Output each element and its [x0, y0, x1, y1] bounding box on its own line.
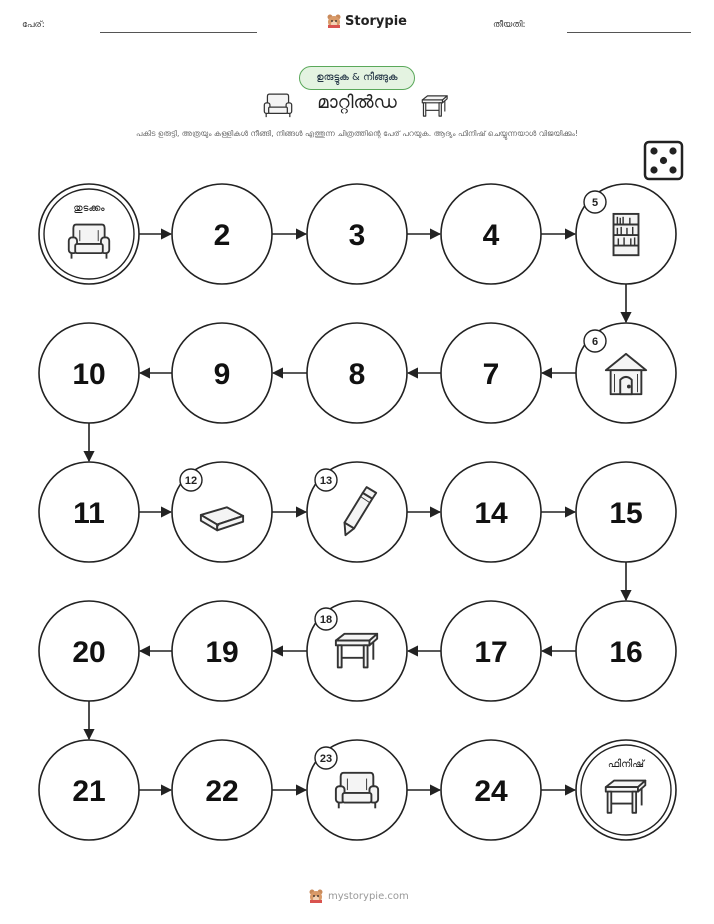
board-space-9[interactable]: [172, 323, 272, 423]
logo-text: Storypie: [345, 13, 407, 29]
bookshelf-icon: [614, 214, 639, 255]
armchair-icon: [336, 773, 378, 809]
armchair-icon: [69, 225, 109, 259]
board-space-14[interactable]: [441, 462, 541, 562]
date-label: തീയതി:: [493, 20, 526, 30]
board-space-19[interactable]: [172, 601, 272, 701]
space-number: 17: [474, 636, 508, 669]
board-space-6[interactable]: [576, 323, 676, 423]
activity-badge: ഉരുട്ടുക & നീങ്ങുക: [299, 66, 415, 90]
space-number: 11: [73, 497, 105, 530]
board-space-4[interactable]: [441, 184, 541, 284]
space-number: 22: [205, 775, 239, 808]
board-space-15[interactable]: [576, 462, 676, 562]
space-number: 2: [213, 219, 231, 252]
space-number: 20: [72, 636, 106, 669]
space-number: 15: [609, 497, 643, 530]
board-space-21[interactable]: [39, 740, 139, 840]
space-number: 24: [474, 775, 508, 808]
space-number: 7: [482, 358, 500, 391]
space-number: 6: [591, 336, 599, 348]
board-space-8[interactable]: [307, 323, 407, 423]
bear-logo-icon: [308, 888, 324, 904]
page-title: മാറ്റിൽഡ: [317, 92, 397, 113]
board-space-3[interactable]: [307, 184, 407, 284]
board-space-10[interactable]: [39, 323, 139, 423]
board-space-17[interactable]: [441, 601, 541, 701]
space-number: 23: [319, 753, 333, 765]
board-space-20[interactable]: [39, 601, 139, 701]
board-space-11[interactable]: [39, 462, 139, 562]
space-number: 12: [184, 475, 198, 487]
footer: [308, 888, 409, 904]
instructions: പകിട ഉരുട്ടി, അത്രയും കള്ളികൾ നീങ്ങി, നിങ്ങൾ എത്തുന്ന ചിത്രത്തിന്റെ പേര് പറയുക. ആദ്യം ഫിനിഷ് ചെയ്യുന്നയാൾ വിജയിക്കും!: [135, 129, 579, 138]
board-space-2[interactable]: [172, 184, 272, 284]
finish-label: ഫിനിഷ്: [607, 759, 645, 770]
space-number: 8: [348, 358, 366, 391]
board-space-23[interactable]: [307, 740, 407, 840]
space-number: 18: [319, 614, 333, 626]
space-number: 5: [591, 197, 599, 209]
board-space-16[interactable]: [576, 601, 676, 701]
name-label: പേര്:: [22, 20, 45, 30]
space-number: 3: [348, 219, 366, 252]
start-label: തുടക്കം: [73, 203, 105, 214]
board-space-25[interactable]: [576, 740, 676, 840]
board-spaces: [39, 184, 676, 840]
footer-url[interactable]: mystorypie.com: [328, 890, 409, 902]
space-number: 21: [72, 775, 106, 808]
space-number: 13: [319, 475, 333, 487]
board-space-24[interactable]: [441, 740, 541, 840]
board-space-22[interactable]: [172, 740, 272, 840]
space-number: 9: [213, 358, 231, 391]
space-number: 4: [482, 219, 500, 252]
board-space-12[interactable]: [172, 462, 272, 562]
board-space-5[interactable]: [576, 184, 676, 284]
board-space-7[interactable]: [441, 323, 541, 423]
space-number: 16: [609, 636, 643, 669]
space-number: 14: [474, 497, 508, 530]
space-number: 10: [72, 358, 106, 391]
space-number: 19: [205, 636, 239, 669]
board-space-18[interactable]: [307, 601, 407, 701]
board-space-13[interactable]: [307, 462, 407, 562]
board-space-1[interactable]: [39, 184, 139, 284]
